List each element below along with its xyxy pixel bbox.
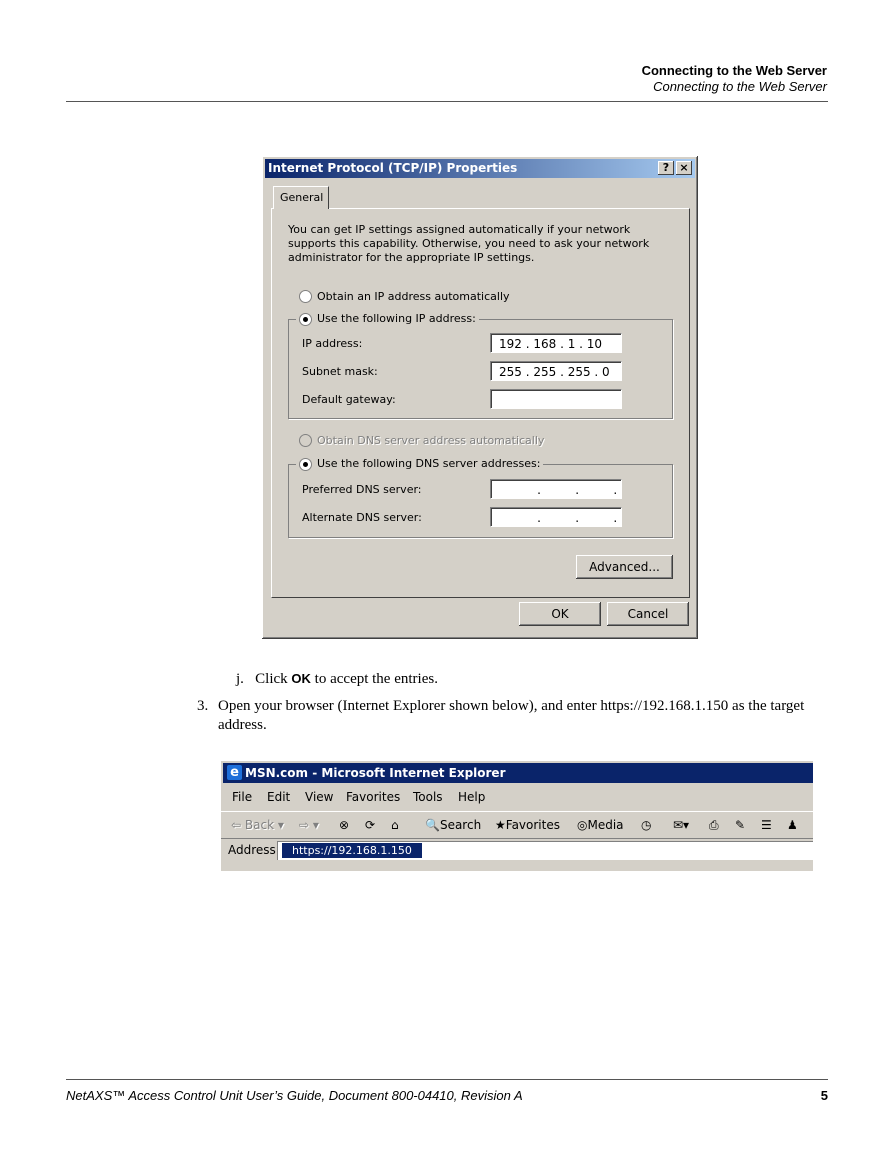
radio-dns-auto xyxy=(299,434,312,447)
menu-file[interactable]: File xyxy=(232,790,253,804)
media-icon: ◎ xyxy=(577,818,588,832)
general-panel xyxy=(271,208,690,598)
search-button[interactable] xyxy=(425,818,481,832)
tcpip-properties-dialog xyxy=(262,156,698,639)
forward-button[interactable]: ⇨ ▾ xyxy=(299,818,319,832)
intro-text: You can get IP settings assigned automatically if your network supports this capability. Otherwise, you need to ask your network administrator for the appropriate IP settings. xyxy=(288,223,650,264)
edit-icon[interactable]: ✎ xyxy=(735,818,746,832)
address-value: https://192.168.1.150 xyxy=(282,843,422,858)
menu-view[interactable]: View xyxy=(305,790,334,804)
subnet-mask-label: Subnet mask: xyxy=(302,365,378,378)
media-button[interactable] xyxy=(577,818,624,832)
back-button[interactable]: ⇦ Back ▾ xyxy=(231,818,284,832)
radio-ip-auto[interactable] xyxy=(299,290,312,303)
cancel-button[interactable]: Cancel xyxy=(607,602,689,626)
close-button[interactable]: × xyxy=(676,161,692,175)
ok-button[interactable]: OK xyxy=(519,602,601,626)
step-j xyxy=(236,669,438,689)
media-label: Media xyxy=(587,818,624,832)
dialog-title: Internet Protocol (TCP/IP) Properties xyxy=(268,161,518,175)
ie-logo-icon: e xyxy=(227,765,242,780)
print-icon[interactable]: ⎙ xyxy=(709,818,719,832)
stop-icon[interactable]: ⊗ xyxy=(339,818,350,832)
step-j-marker: j. xyxy=(236,671,244,687)
radio-dns-auto-label: Obtain DNS server address automatically xyxy=(317,434,545,447)
step-3-text: Open your browser (Internet Explorer shown below), and enter https://192.168.1.150 as the target address. xyxy=(218,698,805,733)
page-number: 5 xyxy=(820,1088,828,1103)
menu-tools[interactable]: Tools xyxy=(413,790,443,804)
radio-ip-auto-label: Obtain an IP address automatically xyxy=(317,290,510,303)
ip-manual-legend xyxy=(296,312,479,325)
step-j-post: to accept the entries. xyxy=(310,671,438,687)
favorites-label: Favorites xyxy=(505,818,560,832)
tab-general[interactable] xyxy=(273,186,329,209)
menu-help[interactable]: Help xyxy=(458,790,486,804)
alternate-dns-field[interactable]: . . . xyxy=(490,507,622,527)
step-j-pre: Click xyxy=(255,671,292,687)
dns-manual-legend xyxy=(296,457,543,470)
ie-window xyxy=(220,760,813,871)
discuss-icon[interactable]: ☰ xyxy=(761,818,772,832)
footer-rule xyxy=(66,1079,828,1080)
step-3-marker: 3. xyxy=(197,698,209,714)
tab-general-label: General xyxy=(280,191,324,204)
step-j-ok: OK xyxy=(291,671,311,686)
history-icon[interactable]: ◷ xyxy=(641,818,652,832)
menu-favorites[interactable]: Favorites xyxy=(346,790,401,804)
messenger-icon[interactable]: ♟ xyxy=(787,818,798,832)
default-gateway-field[interactable] xyxy=(490,389,622,409)
chapter-title: Connecting to the Web Server xyxy=(641,63,827,78)
radio-dns-manual[interactable] xyxy=(299,458,312,471)
page-footer xyxy=(66,1088,828,1103)
address-label: Address xyxy=(228,843,276,857)
address-input[interactable] xyxy=(277,841,813,860)
footer-doc-title: NetAXS™ Access Control Unit User’s Guide, Document 800-04410, Revision A xyxy=(66,1088,523,1103)
ie-toolbar xyxy=(221,811,813,839)
address-bar xyxy=(221,839,813,863)
page-header xyxy=(642,63,827,95)
header-rule xyxy=(66,101,828,102)
ip-address-field[interactable]: 192 . 168 . 1 . 10 xyxy=(490,333,622,353)
radio-ip-manual[interactable] xyxy=(299,313,312,326)
ie-titlebar xyxy=(223,763,813,783)
back-arrow-icon: ⇦ xyxy=(231,818,242,832)
search-icon: 🔍 xyxy=(425,818,440,832)
mail-icon[interactable]: ✉▾ xyxy=(673,818,690,832)
favorites-icon: ★ xyxy=(495,818,506,832)
radio-dns-manual-label: Use the following DNS server addresses: xyxy=(317,457,541,470)
favorites-button[interactable] xyxy=(495,818,560,832)
search-label: Search xyxy=(439,818,482,832)
default-gateway-label: Default gateway: xyxy=(302,393,396,406)
ie-title: MSN.com - Microsoft Internet Explorer xyxy=(245,766,506,780)
preferred-dns-field[interactable]: . . . xyxy=(490,479,622,499)
radio-ip-manual-label: Use the following IP address: xyxy=(317,312,476,325)
subnet-mask-field[interactable]: 255 . 255 . 255 . 0 xyxy=(490,361,622,381)
section-title: Connecting to the Web Server xyxy=(653,79,827,94)
menu-edit[interactable]: Edit xyxy=(267,790,291,804)
advanced-button[interactable]: Advanced... xyxy=(576,555,673,579)
help-button[interactable]: ? xyxy=(658,161,674,175)
refresh-icon[interactable]: ⟳ xyxy=(365,818,376,832)
home-icon[interactable]: ⌂ xyxy=(391,818,399,832)
alternate-dns-label: Alternate DNS server: xyxy=(302,511,422,524)
ip-address-label: IP address: xyxy=(302,337,363,350)
back-label: Back xyxy=(244,818,275,832)
dialog-titlebar xyxy=(265,159,695,178)
preferred-dns-label: Preferred DNS server: xyxy=(302,483,422,496)
forward-arrow-icon: ⇨ xyxy=(299,818,310,832)
